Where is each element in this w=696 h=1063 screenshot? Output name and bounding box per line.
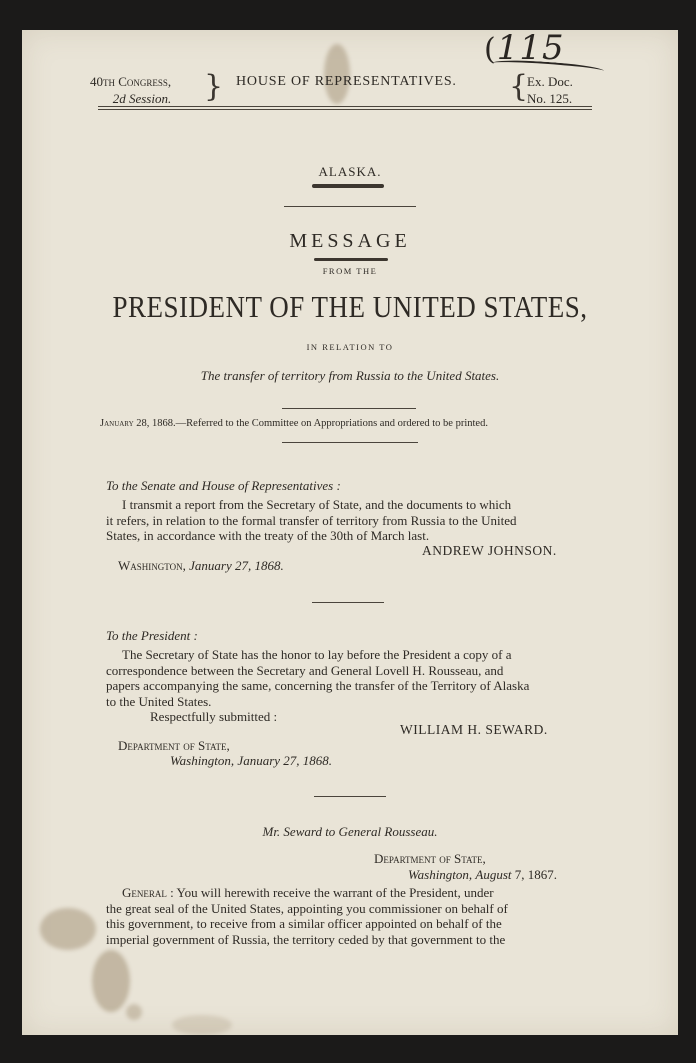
- text-line: it refers, in relation to the formal transfer of territory from Russia to the United: [106, 512, 517, 528]
- text-line: this government, to receive from a similar officer appointed on behalf of the: [106, 916, 502, 931]
- letter-heading: Mr. Seward to General Rousseau.: [262, 824, 438, 839]
- divider: [282, 442, 418, 443]
- place-date: Washington, January 27, 1868.: [170, 753, 333, 768]
- text-line: papers accompanying the same, concerning the transfer of the Territory of Alaska: [106, 678, 530, 693]
- stain: [126, 1004, 142, 1020]
- letter-body: [106, 647, 598, 709]
- divider: [314, 796, 386, 797]
- dateline: [118, 558, 284, 574]
- place: Washington,: [408, 867, 473, 882]
- dateline: [408, 867, 557, 883]
- in-relation-to: IN RELATION TO: [306, 342, 394, 352]
- header-rule-2: [98, 109, 592, 110]
- header-rule: [98, 106, 592, 107]
- doc-type: Ex. Doc.: [527, 74, 573, 89]
- document-number: [527, 73, 573, 107]
- congress-label: 40th Congress,: [90, 74, 172, 89]
- text-line: to the United States.: [106, 693, 212, 709]
- text-line: correspondence between the Secretary and General Lovell H. Rousseau, and: [106, 662, 504, 678]
- left-brace: }: [204, 69, 224, 104]
- transfer-subtitle: The transfer of territory from Russia to the United States.: [200, 368, 500, 383]
- text-line: The Secretary of State has the honor to lay before the President a copy of a: [122, 647, 512, 662]
- right-brace: {: [509, 69, 529, 104]
- department: Department of State,: [374, 851, 486, 866]
- subject-title: ALASKA.: [318, 164, 382, 179]
- from-the: FROM THE: [322, 266, 378, 276]
- president-heading: PRESIDENT OF THE UNITED STATES,: [112, 290, 588, 324]
- divider: [282, 408, 416, 409]
- closing: Respectfully submitted :: [150, 709, 278, 724]
- session-label: 2d Session.: [112, 91, 172, 106]
- handwritten-number: (115: [484, 30, 565, 68]
- salutation-president: To the President :: [106, 628, 198, 643]
- referral-date: January 28, 1868.: [100, 418, 176, 429]
- salutation-congress: To the Senate and House of Representatives :: [106, 478, 341, 493]
- divider: [312, 602, 384, 603]
- house-heading: HOUSE OF REPRESENTATIVES.: [236, 74, 457, 89]
- text-line: the great seal of the United States, appointing you commissioner on behalf of: [106, 900, 508, 916]
- signature-seward: WILLIAM H. SEWARD.: [400, 722, 548, 737]
- text-line: States, in accordance with the treaty of the 30th of March last.: [106, 528, 430, 543]
- document-page: [22, 30, 678, 1035]
- department: Department of State,: [118, 738, 230, 753]
- doc-number: No. 125.: [527, 91, 573, 106]
- congress-session: [90, 73, 171, 107]
- stain: [92, 950, 130, 1012]
- text-line: You will herewith receive the warrant of the President, under: [173, 885, 494, 900]
- signature-johnson: ANDREW JOHNSON.: [422, 543, 557, 558]
- text-line: I transmit a report from the Secretary of State, and the documents to which: [122, 497, 512, 512]
- ornament-rule: [314, 258, 388, 261]
- place: Washington,: [118, 558, 186, 573]
- letter-body: [106, 497, 598, 544]
- stain: [40, 908, 96, 950]
- date: January 27, 1868.: [189, 558, 284, 573]
- stain: [172, 1015, 232, 1035]
- text-line: imperial government of Russia, the territory ceded by that government to the: [106, 931, 506, 947]
- divider: [284, 206, 416, 207]
- day-year: 7, 1867.: [514, 867, 558, 882]
- month: August: [475, 867, 512, 882]
- message-heading: MESSAGE: [289, 230, 411, 252]
- ornament-rule: [312, 184, 384, 188]
- referral-text: —Referred to the Committee on Appropriations and ordered to be printed.: [175, 418, 488, 429]
- referral-line: [100, 418, 488, 429]
- greeting: General :: [122, 885, 174, 900]
- letter-body: [106, 885, 598, 947]
